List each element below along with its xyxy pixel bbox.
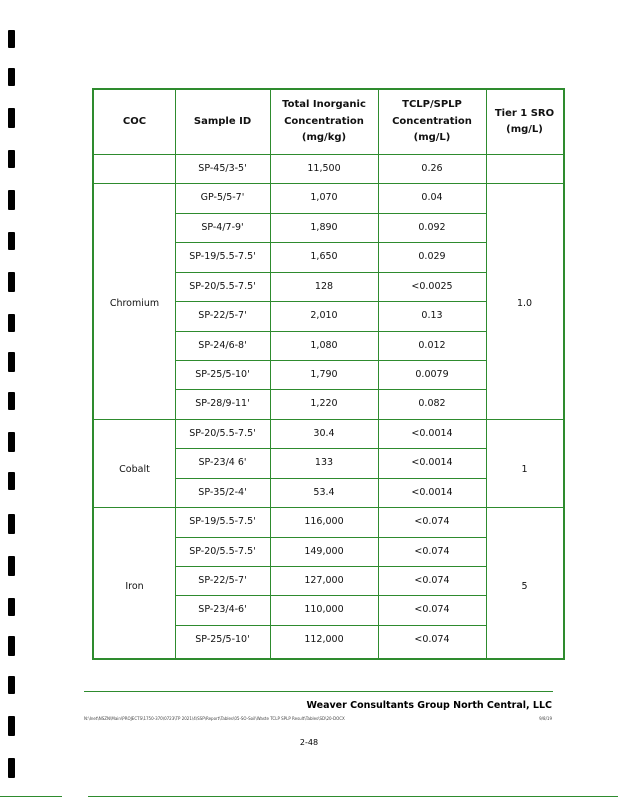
binder-hole (8, 716, 15, 736)
table-row-rule (175, 537, 486, 538)
table-row-rule (175, 242, 486, 243)
table-cell-sample-id: SP-20/5.5-7.5' (189, 545, 256, 557)
footer-file-path: N:\Inet\NSZN\Main\PROJECTS\1750-370\0723\TP 2021\4\SSP\Report\Tables\05-SO-Soil\Waste TCLP SPLP Result\Tables\SD\20-DOCX (84, 716, 345, 721)
table-cell-sample-id: SP-20/5.5-7.5' (189, 427, 256, 439)
table-row-rule (175, 360, 486, 361)
table-cell-total-concentration: 116,000 (304, 516, 344, 528)
table-row-rule (94, 154, 563, 155)
table-cell-tclp-concentration: <0.074 (414, 574, 450, 586)
binder-hole (8, 556, 15, 576)
table-cell-total-concentration: 1,080 (310, 339, 338, 351)
table-row-rule (175, 595, 486, 596)
binder-hole (8, 232, 15, 250)
table-row-rule (175, 625, 486, 626)
table-cell-tclp-concentration: 0.012 (418, 339, 446, 351)
table-cell-tclp-concentration: 0.082 (418, 398, 446, 410)
footer-date: 9/8/19 (539, 716, 552, 721)
group-sro-value: 5 (521, 581, 528, 593)
table-cell-tclp-concentration: <0.0014 (411, 457, 453, 469)
binder-hole (8, 150, 15, 168)
group-coc-label: Cobalt (119, 463, 150, 475)
table-cell-sample-id: GP-5/5-7' (200, 192, 245, 204)
page-number: 2-48 (299, 738, 319, 747)
table-cell-total-concentration: 1,890 (310, 221, 338, 233)
table-cell-tclp-concentration: 0.092 (418, 221, 446, 233)
binder-hole (8, 314, 15, 332)
table-row-rule (175, 272, 486, 273)
table-cell-sample-id: SP-19/5.5-7.5' (189, 251, 256, 263)
table-cell-total-concentration: 133 (314, 457, 334, 469)
binder-hole (8, 392, 15, 410)
table-cell-sample-id: SP-25/5-10' (195, 633, 250, 645)
table-column-rule (486, 90, 487, 660)
table-row-rule (175, 389, 486, 390)
table-cell-total-concentration: 2,010 (310, 310, 338, 322)
binder-hole (8, 108, 15, 128)
table-row-rule (175, 566, 486, 567)
data-table (92, 88, 565, 660)
table-cell-tclp-concentration: <0.0025 (411, 280, 453, 292)
table-cell-total-concentration: 128 (314, 280, 334, 292)
table-cell-tclp-concentration: <0.074 (414, 604, 450, 616)
binder-hole (8, 758, 15, 778)
table-cell-tclp-concentration: <0.074 (414, 516, 450, 528)
header-tier1-sro: Tier 1 SRO (mg/L) (494, 107, 555, 135)
header-tclp-splp: TCLP/SPLP Concentration (mg/L) (392, 99, 472, 144)
table-row-rule (175, 213, 486, 214)
table-cell-total-concentration: 11,500 (307, 162, 341, 174)
table-cell-total-concentration: 30.4 (313, 427, 335, 439)
table-cell-total-concentration: 1,650 (310, 251, 338, 263)
table-cell-tclp-concentration: <0.0014 (411, 427, 453, 439)
group-sro-value: 1.0 (516, 298, 533, 310)
table-row-rule (94, 419, 563, 420)
table-row-rule (94, 183, 563, 184)
table-cell-total-concentration: 1,070 (310, 192, 338, 204)
table-cell-tclp-concentration: <0.0014 (411, 486, 453, 498)
table-cell-sample-id: SP-23/4 6' (198, 457, 247, 469)
table-cell-total-concentration: 112,000 (304, 633, 344, 645)
bottom-edge-rule (88, 796, 618, 797)
table-cell-total-concentration: 110,000 (304, 604, 344, 616)
binder-hole (8, 352, 15, 372)
table-cell-total-concentration: 53.4 (313, 486, 335, 498)
footer-rule (84, 691, 553, 692)
binder-hole (8, 190, 15, 210)
binder-hole (8, 68, 15, 86)
binder-hole (8, 30, 15, 48)
table-column-rule (270, 90, 271, 660)
table-cell-sample-id: SP-35/2-4' (198, 486, 247, 498)
binder-hole (8, 472, 15, 490)
bottom-edge-rule (0, 796, 62, 797)
table-row-rule (175, 448, 486, 449)
header-sample-id: Sample ID (193, 115, 252, 127)
binder-hole (8, 636, 15, 656)
table-row-rule (94, 507, 563, 508)
table-cell-total-concentration: 127,000 (304, 574, 344, 586)
table-cell-sample-id: SP-28/9-11' (195, 398, 250, 410)
table-column-rule (378, 90, 379, 660)
table-cell-sample-id: SP-23/4-6' (198, 604, 247, 616)
table-cell-tclp-concentration: 0.0079 (415, 368, 449, 380)
binder-hole (8, 514, 15, 534)
group-sro-value: 1 (521, 463, 528, 475)
table-cell-tclp-concentration: 0.13 (421, 310, 443, 322)
group-coc-label: Chromium (109, 298, 160, 310)
binder-hole (8, 432, 15, 452)
table-row-rule (175, 478, 486, 479)
group-coc-label: Iron (125, 581, 144, 593)
table-cell-tclp-concentration: 0.029 (418, 251, 446, 263)
header-coc: COC (122, 115, 147, 127)
binder-hole (8, 272, 15, 292)
binder-hole (8, 676, 15, 694)
table-cell-sample-id: SP-24/6-8' (198, 339, 247, 351)
binder-hole (8, 598, 15, 616)
table-cell-tclp-concentration: <0.074 (414, 545, 450, 557)
table-cell-sample-id: SP-22/5-7' (198, 310, 247, 322)
table-cell-total-concentration: 149,000 (304, 545, 344, 557)
table-cell-sample-id: SP-22/5-7' (198, 574, 247, 586)
table-cell-tclp-concentration: 0.26 (421, 162, 443, 174)
table-column-rule (175, 90, 176, 660)
table-cell-sample-id: SP-19/5.5-7.5' (189, 516, 256, 528)
table-cell-tclp-concentration: <0.074 (414, 633, 450, 645)
table-cell-sample-id: SP-4/7-9' (201, 221, 244, 233)
table-row-rule (175, 331, 486, 332)
table-cell-sample-id: SP-25/5-10' (195, 368, 250, 380)
table-cell-sample-id: SP-20/5.5-7.5' (189, 280, 256, 292)
table-cell-total-concentration: 1,790 (310, 368, 338, 380)
footer-company: Weaver Consultants Group North Central, LLC (306, 700, 552, 711)
header-total-inorganic: Total Inorganic Concentration (mg/kg) (282, 99, 366, 144)
table-cell-sample-id: SP-45/3-5' (198, 162, 247, 174)
table-row-rule (175, 301, 486, 302)
table-cell-tclp-concentration: 0.04 (421, 192, 443, 204)
table-cell-total-concentration: 1,220 (310, 398, 338, 410)
